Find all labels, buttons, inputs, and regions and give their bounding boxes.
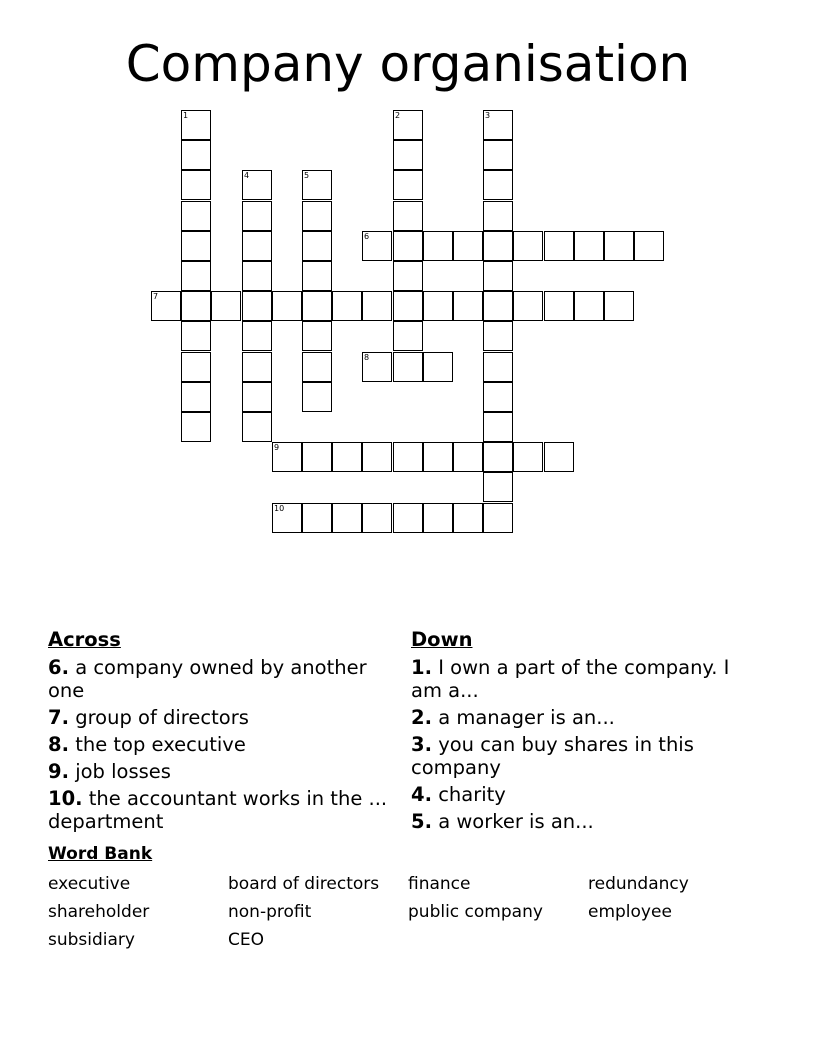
page-title: Company organisation (125, 35, 691, 93)
clue-text: job losses (75, 760, 171, 783)
grid-cell[interactable] (302, 382, 332, 412)
grid-cell[interactable] (393, 261, 423, 291)
grid-cell[interactable] (604, 231, 634, 261)
grid-cell[interactable] (362, 291, 392, 321)
grid-cell[interactable] (483, 201, 513, 231)
grid-cell[interactable] (181, 201, 211, 231)
grid-cell[interactable] (513, 442, 543, 472)
across-clues (48, 628, 393, 837)
cell-number: 3 (485, 111, 491, 120)
grid-cell[interactable] (483, 170, 513, 200)
across-clue (48, 656, 393, 702)
grid-cell[interactable] (393, 291, 423, 321)
grid-cell[interactable] (423, 442, 453, 472)
grid-cell[interactable] (453, 503, 483, 533)
clue-text: group of directors (75, 706, 249, 729)
grid-cell[interactable] (393, 352, 423, 382)
grid-cell[interactable] (423, 291, 453, 321)
grid-cell[interactable] (483, 382, 513, 412)
grid-cell[interactable] (393, 442, 423, 472)
down-clue (411, 656, 756, 702)
grid-cell[interactable] (393, 140, 423, 170)
grid-cell[interactable] (181, 291, 211, 321)
grid-cell[interactable] (181, 170, 211, 200)
word-bank-item: CEO (228, 930, 264, 950)
clue-text: a manager is an... (438, 706, 615, 729)
grid-cell[interactable] (393, 110, 423, 140)
grid-cell[interactable] (362, 352, 392, 382)
grid-cell[interactable] (151, 291, 181, 321)
grid-cell[interactable] (483, 261, 513, 291)
grid-cell[interactable] (423, 352, 453, 382)
grid-cell[interactable] (302, 321, 332, 351)
cell-number: 1 (183, 111, 189, 120)
down-clue (411, 810, 756, 833)
grid-cell[interactable] (483, 472, 513, 502)
word-bank (48, 873, 768, 951)
across-clue (48, 733, 393, 756)
clue-text: you can buy shares in this company (411, 733, 694, 779)
grid-cell[interactable] (483, 110, 513, 140)
grid-cell[interactable] (604, 291, 634, 321)
cell-number: 2 (395, 111, 401, 120)
cell-number: 9 (274, 443, 280, 452)
grid-cell[interactable] (242, 352, 272, 382)
grid-cell[interactable] (302, 291, 332, 321)
down-heading: Down (411, 628, 473, 651)
across-heading: Across (48, 628, 121, 651)
word-bank-item: subsidiary (48, 930, 135, 950)
grid-cell[interactable] (362, 503, 392, 533)
grid-cell[interactable] (302, 352, 332, 382)
grid-cell[interactable] (513, 231, 543, 261)
grid-cell[interactable] (393, 201, 423, 231)
word-bank-item: finance (408, 874, 471, 894)
clue-number: 5. (411, 810, 432, 833)
cell-number: 5 (304, 171, 310, 180)
grid-cell[interactable] (242, 291, 272, 321)
grid-cell[interactable] (181, 140, 211, 170)
grid-cell[interactable] (181, 231, 211, 261)
clue-number: 4. (411, 783, 432, 806)
down-clue (411, 783, 756, 806)
grid-cell[interactable] (272, 503, 302, 533)
grid-cell[interactable] (423, 231, 453, 261)
word-bank-item: shareholder (48, 902, 150, 922)
cell-number: 10 (274, 504, 285, 513)
grid-cell[interactable] (362, 442, 392, 472)
clue-text: charity (438, 783, 506, 806)
grid-cell[interactable] (483, 231, 513, 261)
across-clue (48, 787, 393, 833)
clue-number: 8. (48, 733, 69, 756)
grid-cell[interactable] (544, 231, 574, 261)
grid-cell[interactable] (483, 412, 513, 442)
grid-cell[interactable] (362, 231, 392, 261)
grid-cell[interactable] (181, 352, 211, 382)
grid-cell[interactable] (302, 261, 332, 291)
grid-cell[interactable] (302, 201, 332, 231)
grid-cell[interactable] (242, 231, 272, 261)
grid-cell[interactable] (483, 352, 513, 382)
clue-number: 1. (411, 656, 432, 679)
cell-number: 4 (244, 171, 250, 180)
clue-text: I own a part of the company. I am a... (411, 656, 730, 702)
grid-cell[interactable] (302, 442, 332, 472)
grid-cell[interactable] (483, 442, 513, 472)
clue-number: 10. (48, 787, 83, 810)
grid-cell[interactable] (272, 442, 302, 472)
grid-cell[interactable] (332, 503, 362, 533)
clue-text: a company owned by another one (48, 656, 367, 702)
cell-number: 7 (153, 292, 159, 301)
clue-number: 7. (48, 706, 69, 729)
grid-cell[interactable] (393, 321, 423, 351)
grid-cell[interactable] (242, 382, 272, 412)
grid-cell[interactable] (574, 291, 604, 321)
grid-cell[interactable] (242, 321, 272, 351)
grid-cell[interactable] (544, 291, 574, 321)
grid-cell[interactable] (302, 503, 332, 533)
word-bank-item: employee (588, 902, 672, 922)
word-bank-item: public company (408, 902, 543, 922)
word-bank-item: redundancy (588, 874, 689, 894)
grid-cell[interactable] (393, 503, 423, 533)
across-clue (48, 760, 393, 783)
grid-cell[interactable] (332, 442, 362, 472)
grid-cell[interactable] (483, 291, 513, 321)
clue-number: 9. (48, 760, 69, 783)
grid-cell[interactable] (211, 291, 241, 321)
grid-cell[interactable] (181, 261, 211, 291)
across-clue (48, 706, 393, 729)
grid-cell[interactable] (453, 291, 483, 321)
grid-cell[interactable] (332, 291, 362, 321)
cell-number: 8 (364, 353, 370, 362)
grid-cell[interactable] (181, 382, 211, 412)
grid-cell[interactable] (242, 201, 272, 231)
grid-cell[interactable] (393, 170, 423, 200)
grid-cell[interactable] (634, 231, 664, 261)
down-clues (411, 628, 756, 837)
word-bank-item: board of directors (228, 874, 380, 894)
grid-cell[interactable] (181, 110, 211, 140)
clue-number: 3. (411, 733, 432, 756)
grid-cell[interactable] (393, 231, 423, 261)
grid-cell[interactable] (423, 503, 453, 533)
grid-cell[interactable] (453, 231, 483, 261)
grid-cell[interactable] (181, 321, 211, 351)
word-bank-item: non-profit (228, 902, 312, 922)
grid-cell[interactable] (242, 261, 272, 291)
grid-cell[interactable] (242, 412, 272, 442)
cell-number: 6 (364, 232, 370, 241)
clue-number: 6. (48, 656, 69, 679)
grid-cell[interactable] (302, 170, 332, 200)
down-clue (411, 706, 756, 729)
grid-cell[interactable] (483, 503, 513, 533)
word-bank-title: Word Bank (48, 844, 153, 864)
grid-cell[interactable] (544, 442, 574, 472)
clue-text: the accountant works in the ... department (48, 787, 388, 833)
grid-cell[interactable] (574, 231, 604, 261)
grid-cell[interactable] (242, 170, 272, 200)
grid-cell[interactable] (302, 231, 332, 261)
clue-number: 2. (411, 706, 432, 729)
word-bank-item: executive (48, 874, 131, 894)
grid-cell[interactable] (181, 412, 211, 442)
clue-text: a worker is an... (438, 810, 594, 833)
down-clue (411, 733, 756, 779)
clue-text: the top executive (75, 733, 246, 756)
grid-cell[interactable] (513, 291, 543, 321)
grid-cell[interactable] (453, 442, 483, 472)
grid-cell[interactable] (483, 321, 513, 351)
grid-cell[interactable] (272, 291, 302, 321)
grid-cell[interactable] (483, 140, 513, 170)
